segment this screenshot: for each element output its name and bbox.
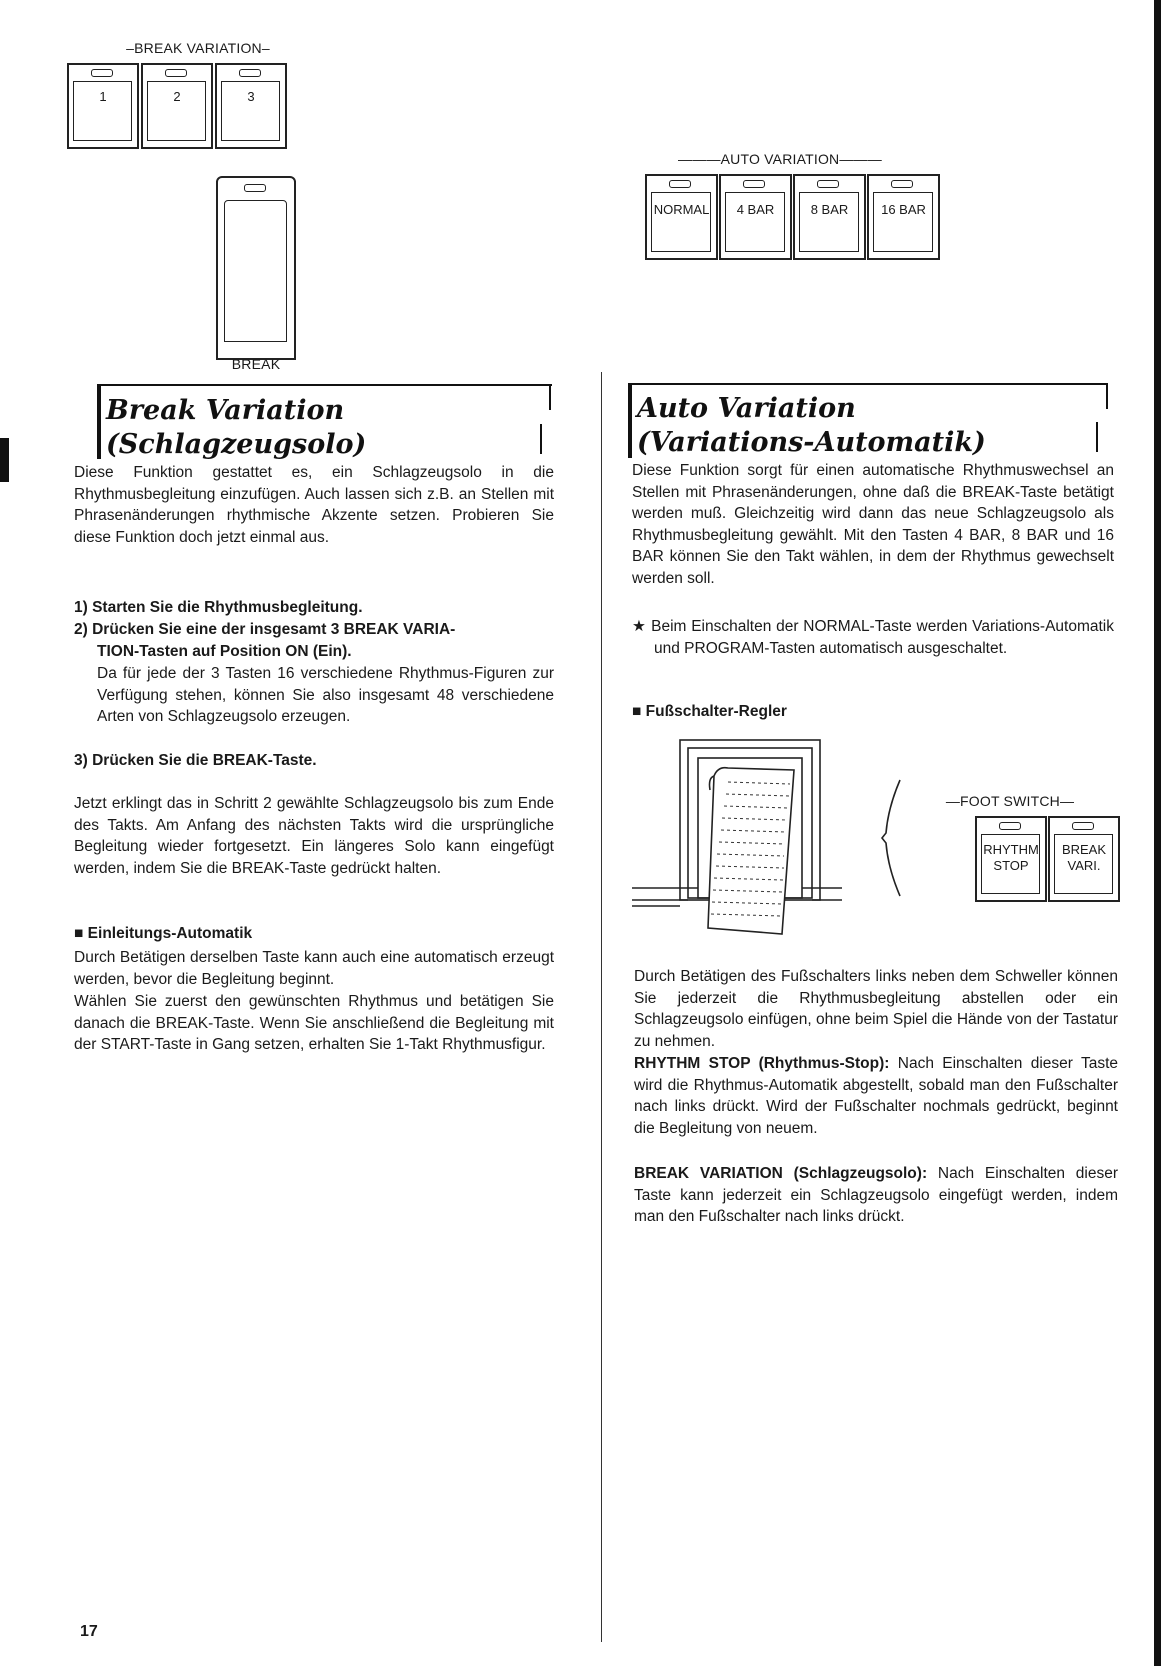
led-indicator-icon — [669, 180, 691, 188]
page-edge-shadow — [1154, 0, 1161, 1666]
button-label: 1 — [99, 89, 107, 104]
rhythm-stop-paragraph — [634, 1053, 1118, 1139]
step-3: 3) Drücken Sie die BREAK-Taste. — [74, 752, 317, 769]
auto-variation-normal-button[interactable] — [645, 174, 718, 260]
break-variation-panel-title: –BREAK VARIATION– — [126, 40, 270, 56]
heading-bracket-right-lower — [1096, 422, 1098, 452]
button-label-line-2: STOP — [993, 858, 1029, 873]
key-face — [651, 192, 711, 252]
led-indicator-icon — [244, 184, 266, 192]
foot-switch-illustration-icon — [632, 738, 842, 938]
break-variation-label: BREAK VARIATION (Schlagzeugsolo): — [634, 1165, 928, 1182]
key-face — [873, 192, 933, 252]
button-label-line-1: RHYTHM — [983, 842, 1039, 857]
break-variation-result-text: Jetzt erklingt das in Schritt 2 gewählte Schlagzeugsolo bis zum Ende des Takts. Am Anfang des nächsten Takts wird die ursprüngliche Begleitung wieder fortgesetzt. Ein längeres Solo kann eingefügt werden, indem Sie die BREAK-Taste gedrückt halten. — [74, 795, 554, 877]
einleitungs-automatik-heading: ■ Einleitungs-Automatik — [74, 925, 253, 942]
step-2-line-1: 2) Drücken Sie eine der insgesamt 3 BREAK VARIA- — [74, 621, 456, 638]
button-label: 3 — [247, 89, 255, 104]
page-number: 17 — [80, 1623, 98, 1640]
heading-bracket-right — [1106, 385, 1108, 409]
key-face — [725, 192, 785, 252]
auto-variation-subheading: (Variations-Automatik) — [637, 427, 986, 458]
einleitungs-text-2: Wählen Sie zuerst den gewünschten Rhythmus und betätigen Sie danach die BREAK-Taste. Wenn Sie anschließend die Begleitung mit der START-Taste in Gang setzen, erhalten Sie 1-Takt Rhythmusfigur. — [74, 993, 554, 1053]
break-variation-button-1[interactable] — [67, 63, 139, 149]
column-divider — [601, 372, 602, 1642]
break-button[interactable] — [216, 176, 296, 360]
step-1: 1) Starten Sie die Rhythmusbegleitung. — [74, 599, 363, 616]
button-label: 2 — [173, 89, 181, 104]
foot-switch-panel-title: —FOOT SWITCH— — [945, 793, 1075, 809]
button-label: 16 BAR — [881, 202, 926, 217]
heading-bracket-left — [628, 384, 632, 458]
led-indicator-icon — [1072, 822, 1094, 830]
step-2-line-2: TION-Tasten auf Position ON (Ein). — [97, 643, 352, 660]
key-face — [224, 200, 287, 342]
auto-variation-8bar-button[interactable] — [793, 174, 866, 260]
rhythm-stop-label: RHYTHM STOP (Rhythmus-Stop): — [634, 1055, 890, 1072]
break-variation-text: Nach Einschalten dieser Taste kann jederzeit ein Schlagzeugsolo eingefügt werden, indem man den Fußschalter nach links drückt. — [634, 1165, 1118, 1225]
led-indicator-icon — [891, 180, 913, 188]
foot-switch-text: Durch Betätigen des Fußschalters links neben dem Schweller können Sie jederzeit die Rhythmusbegleitung abstellen oder ein Schlagzeugsolo einfügen, ohne beim Spiel die Hände von der Tastatur zu nehmen. — [634, 968, 1118, 1050]
button-label-line-1: BREAK — [1061, 842, 1107, 857]
chapter-tab-mark — [0, 438, 9, 482]
heading-bracket-left — [97, 385, 101, 459]
break-button-label: BREAK — [231, 356, 281, 372]
button-label: NORMAL — [653, 202, 710, 217]
rhythm-stop-button[interactable] — [975, 816, 1047, 902]
heading-bracket-right-lower — [540, 424, 542, 454]
einleitungs-text-1: Durch Betätigen derselben Taste kann auch eine automatisch erzeugt werden, bevor die Begleitung beginnt. — [74, 949, 554, 988]
led-indicator-icon — [91, 69, 113, 77]
break-variation-intro: Diese Funktion gestattet es, ein Schlagzeugsolo in die Rhythmusbegleitung einzufügen. Auch lassen sich z.B. an Stellen mit Phrasenänderungen rhythmische Akzente setzen. Probieren Sie diese Funktion doch jetzt einmal aus. — [74, 464, 554, 546]
heading-rule — [628, 383, 1108, 385]
break-variation-button-3[interactable] — [215, 63, 287, 149]
brace-icon — [880, 778, 904, 898]
heading-bracket-right — [549, 386, 551, 410]
led-indicator-icon — [743, 180, 765, 188]
button-label-line-2: VARI. — [1067, 858, 1101, 873]
led-indicator-icon — [239, 69, 261, 77]
fussschalter-heading: ■ Fußschalter-Regler — [632, 703, 787, 720]
heading-rule — [97, 384, 552, 386]
break-variation-paragraph — [634, 1163, 1118, 1228]
led-indicator-icon — [817, 180, 839, 188]
break-variation-subheading: (Schlagzeugsolo) — [106, 429, 367, 460]
led-indicator-icon — [165, 69, 187, 77]
auto-variation-panel-title: ———AUTO VARIATION——— — [678, 151, 882, 167]
normal-button-note: ★ Beim Einschalten der NORMAL-Taste werden Variations-Automatik und PROGRAM-Tasten automatisch ausgeschaltet. — [632, 618, 1114, 657]
step-2-description: Da für jede der 3 Tasten 16 verschiedene Rhythmus-Figuren zur Verfügung stehen, können Sie also insgesamt 48 verschiedene Arten von Schlagzeugsolo erzeugen. — [97, 665, 554, 725]
auto-variation-16bar-button[interactable] — [867, 174, 940, 260]
break-variation-heading: Break Variation — [106, 395, 345, 426]
led-indicator-icon — [999, 822, 1021, 830]
auto-variation-4bar-button[interactable] — [719, 174, 792, 260]
button-label: 8 BAR — [810, 202, 849, 217]
key-face — [799, 192, 859, 252]
auto-variation-intro: Diese Funktion sorgt für einen automatische Rhythmuswechsel an Stellen mit Phrasenänderungen, ohne daß die BREAK-Taste betätigt werden muß. Gleichzeitig wird dann das neue Schlagzeugsolo als Rhythmusbegleitung gewählt. Mit den Tasten 4 BAR, 8 BAR und 16 BAR können Sie den Takt wählen, in dem der Rhythmus gewechselt werden soll. — [632, 462, 1114, 587]
break-vari-button[interactable] — [1048, 816, 1120, 902]
auto-variation-heading: Auto Variation — [637, 393, 856, 424]
break-variation-button-2[interactable] — [141, 63, 213, 149]
rhythm-stop-text: Nach Einschalten dieser Taste wird die Rhythmus-Automatik abgestellt, sobald man den Fußschalter nach links drückt. Wird der Fußschalter nochmals gedrückt, beginnt die Begleitung von neuem. — [634, 1055, 1118, 1137]
button-label: 4 BAR — [736, 202, 775, 217]
